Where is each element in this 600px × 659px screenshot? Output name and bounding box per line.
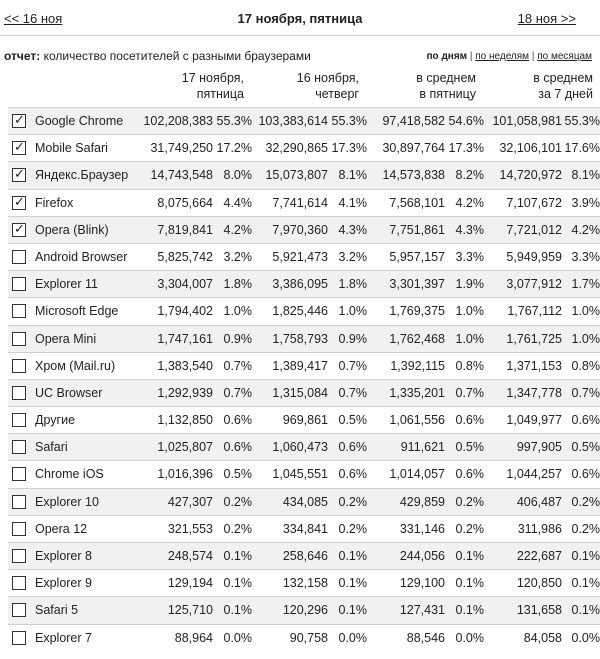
visitor-count: 1,392,115	[390, 358, 445, 373]
visitor-share: 0.7%	[571, 385, 600, 400]
period-weeks[interactable]: по неделям	[475, 51, 530, 62]
table-row	[8, 270, 600, 297]
visitor-share: 0.9%	[338, 331, 367, 346]
column-header-avg-week	[533, 70, 593, 102]
visitor-count: 1,049,977	[506, 413, 562, 428]
visitor-count: 120,850	[516, 576, 562, 591]
table-row	[8, 488, 600, 515]
period-days[interactable]: по дням	[426, 51, 468, 62]
visitor-count: 15,073,807	[265, 168, 328, 183]
visitor-share: 0.2%	[223, 521, 252, 536]
browser-checkbox[interactable]	[12, 304, 26, 318]
visitor-share: 0.2%	[455, 521, 484, 536]
visitor-share: 17.2%	[216, 141, 252, 156]
visitor-count: 7,107,672	[506, 195, 562, 210]
visitor-share: 0.8%	[455, 358, 484, 373]
visitor-count: 88,964	[174, 630, 213, 645]
visitor-count: 969,861	[282, 413, 328, 428]
browser-name: Firefox	[35, 195, 74, 210]
visitor-count: 331,146	[399, 521, 445, 536]
visitor-share: 4.2%	[223, 222, 252, 237]
visitor-count: 30,897,764	[382, 141, 445, 156]
visitor-count: 1,292,939	[157, 385, 213, 400]
visitor-count: 1,061,556	[389, 413, 445, 428]
visitor-count: 102,208,383	[143, 114, 213, 128]
visitor-count: 31,749,250	[150, 141, 213, 156]
checkmark-icon: ✓	[14, 220, 25, 236]
visitor-count: 5,957,157	[389, 249, 445, 264]
visitor-share: 1.8%	[223, 277, 252, 292]
table-row	[8, 624, 600, 651]
visitor-share: 3.2%	[223, 249, 252, 264]
visitor-count: 131,658	[516, 603, 562, 618]
visitor-share: 0.5%	[223, 467, 252, 482]
visitor-share: 0.0%	[455, 630, 484, 645]
visitor-share: 0.1%	[338, 549, 367, 563]
visitor-share: 8.2%	[455, 168, 484, 183]
table-row	[8, 161, 600, 188]
visitor-count: 1,045,551	[272, 467, 328, 482]
visitor-share: 0.6%	[338, 467, 367, 482]
column-header-line: в среднем	[533, 71, 593, 85]
visitor-share: 0.7%	[338, 385, 367, 400]
browser-name: Chrome iOS	[35, 467, 104, 482]
column-header-line: четверг	[315, 87, 359, 101]
visitor-count: 7,568,101	[389, 195, 445, 210]
visitor-share: 17.3%	[331, 141, 367, 156]
visitor-share: 0.7%	[338, 358, 367, 373]
visitor-share: 1.0%	[455, 304, 484, 319]
visitor-count: 5,825,742	[157, 249, 213, 264]
browser-name: Opera 12	[35, 521, 88, 536]
column-header-line: за 7 дней	[538, 87, 593, 101]
visitor-share: 0.1%	[571, 549, 600, 563]
visitor-share: 0.1%	[455, 549, 484, 563]
visitor-share: 0.1%	[338, 603, 367, 618]
visitor-share: 1.0%	[338, 304, 367, 319]
report-prefix: отчет:	[4, 49, 41, 63]
visitor-share: 3.2%	[338, 249, 367, 264]
browser-name: Safari	[35, 440, 68, 455]
column-header-line: в пятницу	[419, 87, 476, 101]
browser-checkbox[interactable]	[12, 359, 26, 373]
browser-name: Другие	[35, 413, 76, 428]
visitor-count: 222,687	[516, 549, 562, 563]
visitor-count: 1,767,112	[507, 304, 562, 319]
visitor-count: 3,386,095	[272, 277, 328, 292]
browser-checkbox[interactable]	[12, 467, 26, 481]
table-row	[8, 107, 600, 134]
visitor-share: 0.0%	[571, 630, 600, 645]
browser-name: Explorer 11	[35, 277, 98, 292]
visitor-count: 1,825,446	[272, 304, 328, 319]
visitor-count: 7,721,012	[506, 222, 562, 237]
visitor-count: 1,014,057	[389, 467, 445, 482]
visitor-share: 0.6%	[455, 467, 484, 482]
visitor-count: 8,075,664	[157, 195, 213, 210]
table-row	[8, 406, 600, 433]
column-header-today	[182, 70, 244, 102]
visitor-count: 3,304,007	[157, 277, 213, 292]
visitor-share: 4.4%	[223, 195, 252, 210]
browser-checkbox[interactable]	[12, 495, 26, 509]
visitor-count: 1,761,725	[506, 331, 562, 346]
visitor-share: 0.5%	[338, 413, 367, 428]
visitor-count: 101,058,981	[492, 114, 562, 128]
browser-checkbox[interactable]	[12, 168, 26, 182]
visitor-count: 1,025,807	[157, 440, 213, 455]
table-row	[8, 569, 600, 596]
visitor-share: 0.2%	[338, 521, 367, 536]
visitor-count: 311,986	[517, 521, 562, 536]
visitor-share: 0.1%	[223, 603, 252, 618]
table-row	[8, 460, 600, 487]
next-day-link[interactable]: 18 ноя >>	[517, 11, 576, 26]
visitor-share: 1.8%	[338, 277, 367, 292]
browser-checkbox[interactable]	[12, 440, 26, 454]
current-date-title: 17 ноября, пятница	[237, 11, 363, 26]
browser-checkbox[interactable]	[12, 522, 26, 536]
table-row	[8, 189, 600, 216]
visitor-count: 7,819,841	[157, 222, 213, 237]
visitor-share: 4.2%	[455, 195, 484, 210]
visitor-count: 434,085	[282, 494, 328, 509]
visitor-share: 0.2%	[223, 494, 252, 509]
table-row	[8, 596, 600, 623]
visitor-count: 129,194	[167, 576, 213, 591]
visitor-share: 0.1%	[571, 576, 600, 591]
visitor-share: 55.3%	[216, 114, 252, 128]
visitor-count: 427,307	[167, 494, 213, 509]
visitor-share: 0.1%	[455, 576, 484, 591]
visitor-count: 1,132,850	[157, 413, 213, 428]
visitor-count: 14,573,838	[382, 168, 445, 183]
visitor-count: 14,743,548	[150, 168, 213, 183]
visitor-count: 97,418,582	[382, 114, 445, 128]
prev-day-link[interactable]: << 16 ноя	[4, 11, 63, 26]
browser-checkbox[interactable]	[12, 141, 26, 155]
visitor-count: 1,044,257	[506, 467, 562, 482]
visitor-count: 127,431	[399, 603, 445, 618]
browser-name: Explorer 7	[35, 630, 92, 645]
visitor-count: 3,301,397	[389, 277, 445, 292]
visitor-count: 911,621	[400, 440, 445, 455]
visitor-share: 8.1%	[338, 168, 367, 183]
table-row	[8, 297, 600, 324]
visitor-count: 1,769,375	[389, 304, 445, 319]
visitor-count: 1,389,417	[272, 358, 328, 373]
visitor-share: 0.1%	[338, 576, 367, 591]
visitor-share: 0.9%	[223, 331, 252, 346]
visitor-share: 0.6%	[571, 467, 600, 482]
table-row	[8, 379, 600, 406]
checkmark-icon: ✓	[14, 139, 25, 155]
visitor-count: 103,383,614	[258, 114, 328, 128]
browser-checkbox[interactable]	[12, 386, 26, 400]
visitor-count: 3,077,912	[506, 277, 562, 292]
visitor-share: 0.6%	[571, 413, 600, 428]
visitor-share: 54.6%	[448, 114, 484, 128]
visitor-share: 8.1%	[571, 168, 600, 183]
browser-checkbox[interactable]	[12, 576, 26, 590]
column-header-yesterday	[297, 70, 359, 102]
visitor-count: 7,751,861	[389, 222, 445, 237]
report-title	[4, 49, 311, 63]
browser-checkbox[interactable]	[12, 193, 26, 210]
visitor-count: 1,016,396	[157, 467, 213, 482]
visitor-share: 0.1%	[571, 603, 600, 618]
browser-checkbox[interactable]	[12, 631, 26, 645]
visitor-share: 0.2%	[455, 494, 484, 509]
visitor-share: 17.6%	[564, 141, 600, 156]
browser-checkbox[interactable]	[12, 603, 26, 617]
visitor-share: 4.1%	[338, 195, 367, 210]
visitor-count: 244,056	[399, 549, 445, 563]
visitor-share: 0.5%	[455, 440, 484, 455]
visitor-share: 0.1%	[223, 549, 252, 563]
column-header-avg-friday	[416, 70, 476, 102]
browser-checkbox[interactable]	[12, 114, 26, 128]
checkmark-icon: ✓	[14, 166, 25, 182]
visitor-count: 1,315,084	[272, 385, 328, 400]
visitor-count: 5,949,959	[506, 249, 562, 264]
visitor-share: 0.5%	[571, 440, 600, 455]
table-header	[0, 67, 600, 107]
column-header-line: 16 ноября,	[296, 71, 359, 85]
visitor-count: 1,347,778	[506, 385, 562, 400]
browser-name: UC Browser	[35, 385, 103, 400]
browser-name: Microsoft Edge	[35, 304, 119, 319]
visitor-count: 5,921,473	[272, 249, 328, 264]
visitor-share: 1.0%	[455, 331, 484, 346]
visitor-count: 14,720,972	[499, 168, 562, 183]
visitor-share: 0.6%	[223, 440, 252, 455]
visitor-share: 0.7%	[223, 385, 252, 400]
visitor-count: 258,646	[282, 549, 328, 563]
visitor-count: 132,158	[282, 576, 328, 591]
visitor-count: 32,106,101	[499, 141, 562, 156]
column-header-line: пятница	[196, 87, 244, 101]
visitor-share: 3.3%	[571, 249, 600, 264]
visitor-share: 4.3%	[338, 222, 367, 237]
visitor-share: 3.9%	[571, 195, 600, 210]
browser-name: Opera (Blink)	[35, 222, 109, 237]
visitor-count: 321,553	[167, 521, 213, 536]
visitor-share: 17.3%	[448, 141, 484, 156]
visitor-share: 4.2%	[571, 222, 600, 237]
visitor-share: 1.9%	[455, 277, 484, 292]
table-row	[8, 216, 600, 243]
browser-checkbox[interactable]	[12, 413, 26, 427]
period-separator: |	[469, 51, 473, 62]
visitor-share: 0.6%	[338, 440, 367, 455]
visitor-count: 1,383,540	[157, 358, 213, 373]
visitor-count: 120,296	[282, 603, 328, 618]
visitor-count: 7,970,360	[272, 222, 328, 237]
period-separator: |	[531, 51, 535, 62]
table-row	[8, 352, 600, 379]
browser-table	[8, 107, 600, 651]
visitor-share: 0.7%	[223, 358, 252, 373]
browser-checkbox[interactable]	[12, 549, 26, 563]
browser-checkbox[interactable]	[12, 220, 26, 237]
browser-name: Explorer 9	[35, 576, 92, 591]
browser-name: Android Browser	[35, 249, 128, 264]
visitor-share: 0.0%	[338, 630, 367, 645]
visitor-count: 429,859	[399, 494, 445, 509]
report-name: количество посетителей с разными браузерами	[43, 49, 311, 63]
visitor-count: 1,758,793	[272, 331, 328, 346]
visitor-count: 90,758	[289, 630, 328, 645]
browser-checkbox[interactable]	[12, 250, 26, 264]
visitor-share: 0.0%	[223, 630, 252, 645]
visitor-count: 1,762,468	[389, 331, 445, 346]
browser-name: Explorer 8	[35, 549, 92, 563]
visitor-share: 0.6%	[455, 413, 484, 428]
browser-name: Explorer 10	[35, 494, 99, 509]
visitor-share: 0.1%	[223, 576, 252, 591]
visitor-share: 55.3%	[331, 114, 367, 128]
visitor-count: 84,058	[523, 630, 562, 645]
visitor-share: 0.2%	[338, 494, 367, 509]
browser-name: Хром (Mail.ru)	[35, 358, 116, 373]
visitor-count: 129,100	[399, 576, 445, 591]
checkmark-icon: ✓	[14, 193, 25, 209]
browser-name: Opera Mini	[35, 331, 97, 346]
browser-checkbox[interactable]	[12, 277, 26, 291]
table-row	[8, 243, 600, 270]
table-row	[8, 433, 600, 460]
visitor-share: 0.2%	[571, 521, 600, 536]
visitor-count: 1,060,473	[272, 440, 328, 455]
visitor-share: 4.3%	[455, 222, 484, 237]
visitor-share: 0.7%	[455, 385, 484, 400]
visitor-share: 8.0%	[223, 168, 252, 183]
visitor-count: 1,747,161	[157, 331, 213, 346]
visitor-count: 125,710	[167, 603, 213, 618]
visitor-count: 32,290,865	[265, 141, 328, 156]
visitor-count: 1,335,201	[389, 385, 445, 400]
visitor-share: 0.2%	[571, 494, 600, 509]
period-months[interactable]: по месяцам	[537, 51, 592, 62]
visitor-share: 1.7%	[571, 277, 600, 292]
period-switcher	[427, 51, 592, 62]
browser-checkbox[interactable]	[12, 332, 26, 346]
checkmark-icon: ✓	[14, 112, 25, 127]
browser-name: Safari 5	[35, 603, 79, 618]
table-row	[8, 325, 600, 352]
browser-name: Mobile Safari	[35, 141, 108, 156]
browser-name: Google Chrome	[35, 114, 124, 128]
visitor-share: 0.1%	[455, 603, 484, 618]
visitor-share: 3.3%	[455, 249, 484, 264]
date-navigation	[0, 0, 600, 36]
visitor-share: 1.0%	[571, 331, 600, 346]
column-header-line: 17 ноября,	[181, 71, 244, 85]
visitor-share: 1.0%	[571, 304, 600, 319]
visitor-share: 1.0%	[223, 304, 252, 319]
visitor-share: 55.3%	[564, 114, 600, 128]
visitor-count: 334,841	[282, 521, 328, 536]
table-row	[8, 134, 600, 161]
visitor-share: 0.8%	[571, 358, 600, 373]
visitor-count: 88,546	[406, 630, 445, 645]
visitor-count: 1,371,153	[506, 358, 562, 373]
visitor-count: 1,794,402	[157, 304, 213, 319]
visitor-count: 7,741,614	[272, 195, 328, 210]
column-header-line: в среднем	[416, 71, 476, 85]
visitor-count: 406,487	[516, 494, 562, 509]
browser-name: Яндекс.Браузер	[35, 168, 129, 183]
table-row	[8, 515, 600, 542]
visitor-count: 997,905	[516, 440, 562, 455]
table-row	[8, 542, 600, 569]
visitor-count: 248,574	[167, 549, 213, 563]
visitor-share: 0.6%	[223, 413, 252, 428]
